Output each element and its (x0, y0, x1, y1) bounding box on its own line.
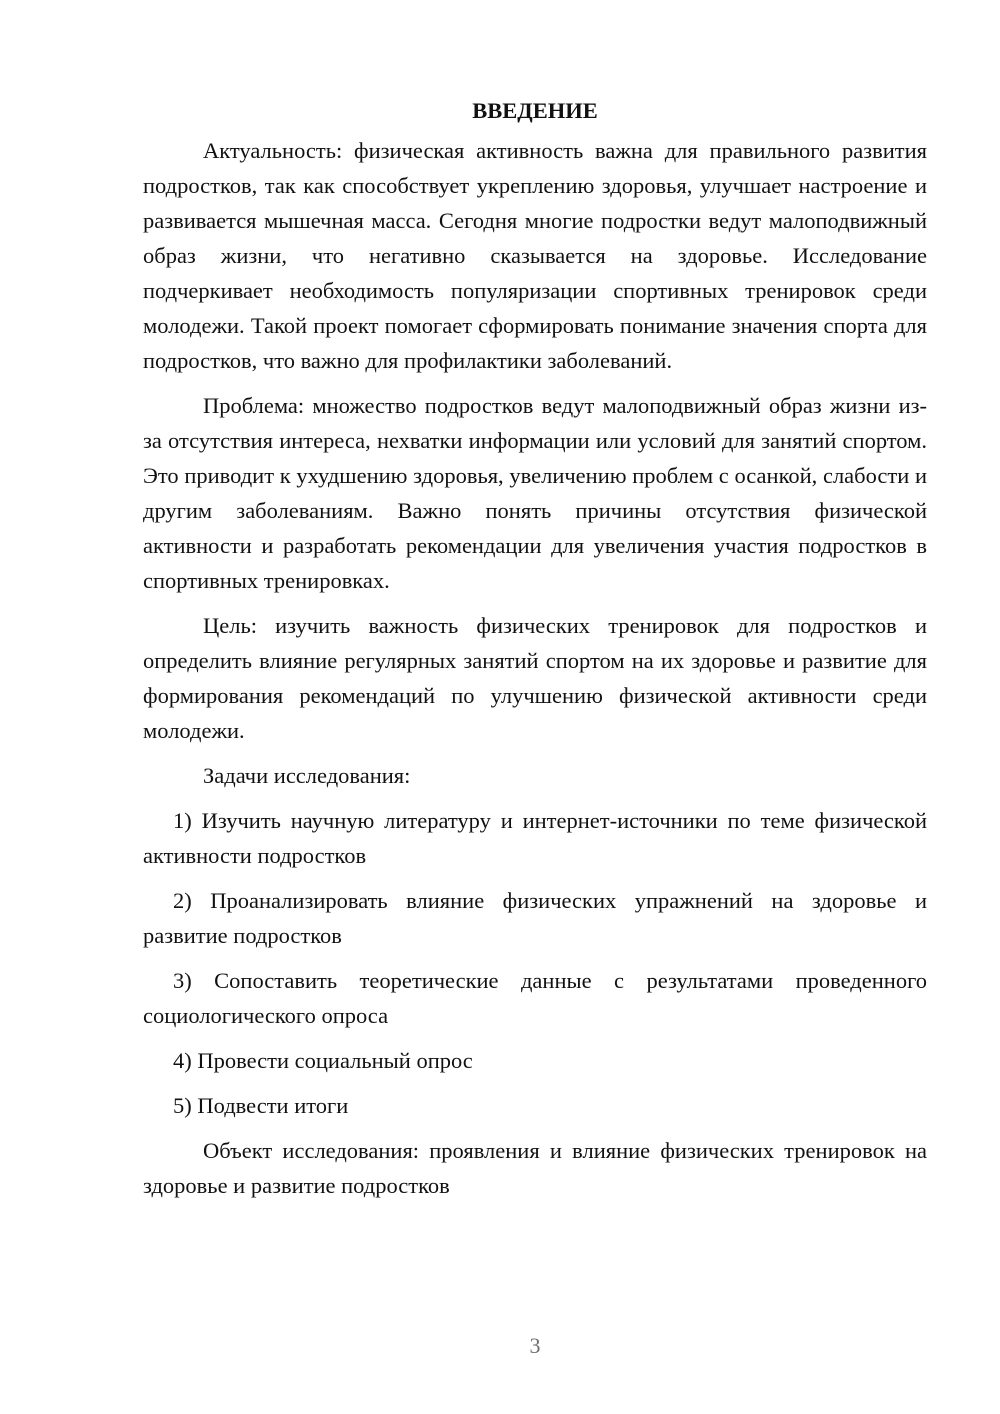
task-item-5: 5) Подвести итоги (173, 1093, 349, 1118)
task-item-3: 3) Сопоставить теоретические данные с результатами проведенного социологического опроса (143, 968, 927, 1028)
page-content (143, 93, 927, 1213)
tasks-heading: Задачи исследования: (203, 763, 411, 788)
task-item-4: 4) Провести социальный опрос (173, 1048, 473, 1073)
relevance-paragraph: Актуальность: физическая активность важна для правильного развития подростков, так как способствует укреплению здоровья, улучшает настроение и развивается мышечная масса. Сегодня многие подростки ведут малоподвижный образ жизни, что негативно сказывается на здоровье. Исследование подчеркивает необходимость популяризации спортивных тренировок среди молодежи. Такой проект помогает сформировать понимание значения спорта для подростков, что важно для профилактики заболеваний. (143, 138, 927, 373)
problem-paragraph: Проблема: множество подростков ведут малоподвижный образ жизни из-за отсутствия интереса, нехватки информации или условий для занятий спортом. Это приводит к ухудшению здоровья, увеличению проблем с осанкой, слабости и другим заболеваниям. Важно понять причины отсутствия физической активности и разработать рекомендации для увеличения участия подростков в спортивных тренировках. (143, 393, 927, 593)
object-paragraph: Объект исследования: проявления и влияние физических тренировок на здоровье и развитие подростков (143, 1138, 927, 1198)
task-item-2: 2) Проанализировать влияние физических упражнений на здоровье и развитие подростков (143, 888, 927, 948)
task-item-1: 1) Изучить научную литературу и интернет-источники по теме физической активности подростков (143, 808, 927, 868)
goal-paragraph: Цель: изучить важность физических тренировок для подростков и определить влияние регулярных занятий спортом на их здоровье и развитие для формирования рекомендаций по улучшению физической активности среди молодежи. (143, 613, 927, 743)
page-title: ВВЕДЕНИЕ (472, 98, 598, 123)
page-number: 3 (529, 1333, 541, 1358)
